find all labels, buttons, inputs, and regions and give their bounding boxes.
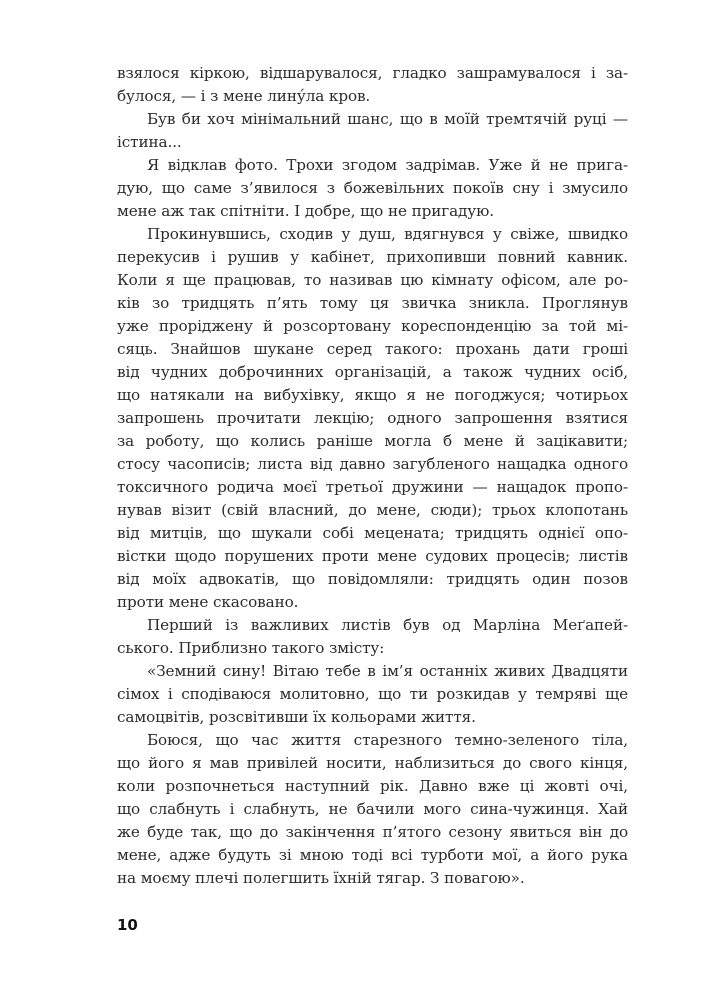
text-line: що його я мав привілей носити, наблизиться до свого кінця,: [117, 754, 628, 772]
paragraph: [117, 729, 628, 890]
text-line: Я відклав фото. Трохи згодом задрімав. Уже й не прига-: [147, 156, 628, 174]
text-line: «Земний сину! Вітаю тебе в ім’я останніх живих Двадцяти: [147, 662, 628, 680]
paragraph: [117, 154, 628, 223]
text-line: сяць. Знайшов шукане серед такого: прохань дати гроші: [117, 340, 628, 358]
paragraph: [117, 614, 628, 660]
text-line: Був би хоч мінімальний шанс, що в моїй тремтячій руці —: [147, 110, 628, 128]
text-line: нував візит (свій власний, до мене, сюди); трьох клопотань: [117, 501, 628, 519]
paragraph: [117, 62, 628, 108]
text-line: істина...: [117, 133, 182, 151]
text-line: проти мене скасовано.: [117, 593, 299, 611]
text-line: запрошень прочитати лекцію; одного запрошення взятися: [117, 409, 628, 427]
page-number: 10: [117, 916, 138, 934]
text-line: же буде так, що до закінчення п’ятого сезону явиться він до: [117, 823, 628, 841]
text-line: від митців, що шукали собі мецената; тридцять однієї опо-: [117, 524, 628, 542]
text-line: Боюся, що час життя старезного темно-зеленого тіла,: [147, 731, 628, 749]
text-line: на моєму плечі полегшить їхній тягар. З повагою».: [117, 869, 525, 887]
paragraph: [117, 660, 628, 729]
text-line: Перший із важливих листів був од Марліна Меґапей-: [147, 616, 628, 634]
text-line: мене аж так спітніти. І добре, що не пригадую.: [117, 202, 494, 220]
text-line: вістки щодо порушених проти мене судових процесів; листів: [117, 547, 628, 565]
text-line: токсичного родича моєї третьої дружини — нащадок пропо-: [117, 478, 628, 496]
text-line: ків зо тридцять п’ять тому ця звичка зникла. Проглянув: [117, 294, 628, 312]
text-line: що натякали на вибухівку, якщо я не погоджуся; чотирьох: [117, 386, 628, 404]
text-line: перекусив і рушив у кабінет, прихопивши повний кавник.: [117, 248, 628, 266]
text-line: самоцвітів, розсвітивши їх кольорами життя.: [117, 708, 476, 726]
text-line: Коли я ще працював, то називав цю кімнату офісом, але ро-: [117, 271, 628, 289]
text-line: дую, що саме з’явилося з божевільних покоїв сну і змусило: [117, 179, 628, 197]
text-line: булося, — і з мене лину́ла кров.: [117, 87, 371, 105]
paragraph: [117, 223, 628, 614]
text-line: взялося кіркою, відшарувалося, гладко зашрамувалося і за-: [117, 64, 628, 82]
text-line: від чудних доброчинних організацій, а також чудних осіб,: [117, 363, 628, 381]
text-line: Прокинувшись, сходив у душ, вдягнувся у свіже, швидко: [147, 225, 628, 243]
text-line: мене, адже будуть зі мною тоді всі турботи мої, а його рука: [117, 846, 628, 864]
text-line: ського. Приблизно такого змісту:: [117, 639, 385, 657]
paragraph: [117, 108, 628, 154]
text-line: стосу часописів; листа від давно загубленого нащадка одного: [117, 455, 628, 473]
text-line: що слабнуть і слабнуть, не бачили мого сина-чужинця. Хай: [117, 800, 628, 818]
text-line: сімох і сподіваюся молитовно, що ти розкидав у темряві ще: [117, 685, 628, 703]
text-line: за роботу, що колись раніше могла б мене й зацікавити;: [117, 432, 628, 450]
page-body-text: [117, 62, 628, 890]
text-line: від моїх адвокатів, що повідомляли: тридцять один позов: [117, 570, 628, 588]
text-line: уже проріджену й розсортовану кореспонденцію за той мі-: [117, 317, 628, 335]
text-line: коли розпочнеться наступний рік. Давно вже ці жовті очі,: [117, 777, 628, 795]
